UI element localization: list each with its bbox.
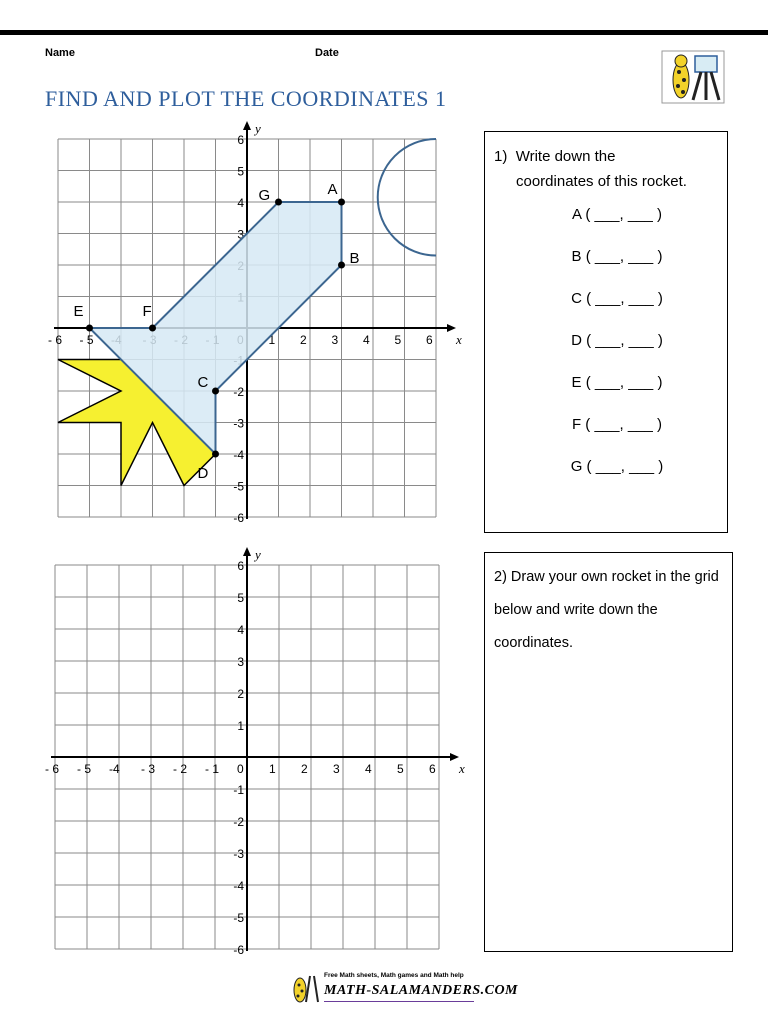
- y-tick-label: 5: [237, 591, 244, 605]
- question-2-prompt: 2) Draw your own rocket in the grid below and write down the coordinates.: [494, 569, 719, 651]
- point-b: [338, 262, 345, 269]
- y-tick-label: 3: [237, 655, 244, 669]
- y-tick-label: 1: [237, 719, 244, 733]
- question-1-prompt: [494, 144, 719, 194]
- x-axis-arrow: [447, 324, 456, 332]
- x-axis-label: x: [459, 761, 465, 776]
- question-2-box: [484, 552, 733, 952]
- x-tick-label: 5: [394, 333, 402, 347]
- answer-line: A ( ___, ___ ): [571, 206, 663, 223]
- y-axis-arrow: [243, 547, 251, 556]
- y-tick-label: 6: [237, 133, 244, 147]
- name-label: Name: [45, 47, 75, 59]
- x-tick-label: 2: [301, 762, 308, 776]
- y-tick-label: -1: [233, 783, 244, 797]
- y-tick-label: -2: [233, 385, 244, 399]
- y-tick-label: -3: [233, 847, 244, 861]
- x-tick-label: 0: [237, 762, 244, 776]
- y-tick-label: -4: [233, 448, 244, 462]
- answer-line: D ( ___, ___ ): [571, 332, 663, 349]
- x-tick-label: 4: [363, 333, 370, 347]
- point-label-d: D: [197, 465, 209, 482]
- point-label-a: A: [327, 181, 338, 198]
- y-tick-label: -6: [233, 943, 244, 957]
- question-1-line2: coordinates of this rocket.: [516, 173, 687, 190]
- point-label-f: F: [142, 303, 152, 320]
- moon-shape: [378, 139, 436, 256]
- x-tick-label: - 3: [141, 762, 156, 776]
- grid-2: [45, 547, 465, 957]
- x-tick-label: - 5: [77, 762, 92, 776]
- question-1-line1: Write down the: [515, 148, 616, 165]
- x-tick-label: 2: [300, 333, 307, 347]
- x-tick-label: - 2: [173, 762, 188, 776]
- point-g: [275, 199, 282, 206]
- x-tick-label: - 1: [205, 762, 220, 776]
- x-tick-label: 3: [333, 762, 340, 776]
- answer-line: E ( ___, ___ ): [571, 374, 663, 391]
- y-tick-label: -5: [233, 911, 244, 925]
- x-tick-label: 6: [426, 333, 433, 347]
- y-tick-label: -6: [233, 511, 244, 525]
- y-tick-label: 3: [237, 227, 244, 242]
- y-tick-label: -2: [233, 815, 244, 829]
- footer-tagline: Free Math sheets, Math games and Math help: [324, 972, 464, 979]
- x-tick-label: 3: [331, 333, 339, 347]
- y-axis-label: y: [255, 121, 261, 136]
- x-tick-label: - 6: [45, 762, 60, 776]
- question-1-number: 1): [494, 148, 508, 165]
- x-tick-label: 4: [365, 762, 372, 776]
- point-label-e: E: [73, 303, 84, 320]
- y-tick-label: -3: [233, 416, 244, 431]
- point-d: [212, 451, 219, 458]
- page-title: FIND AND PLOT THE COORDINATES 1: [45, 86, 447, 111]
- point-label-b: B: [349, 250, 360, 267]
- x-tick-label: 6: [429, 762, 436, 776]
- answer-line: F ( ___, ___ ): [571, 416, 663, 433]
- point-label-g: G: [258, 187, 271, 204]
- y-tick-label: -5: [233, 479, 244, 494]
- y-axis-arrow: [243, 121, 251, 130]
- x-tick-label: - 5: [79, 333, 94, 347]
- footer-brand: [288, 970, 518, 1006]
- grid-1: [48, 121, 462, 525]
- point-f: [149, 325, 156, 332]
- y-axis-label: y: [255, 547, 261, 562]
- x-tick-label: - 6: [48, 333, 63, 347]
- x-axis-label: x: [456, 332, 462, 347]
- x-tick-label: 1: [269, 762, 276, 776]
- point-a: [338, 199, 345, 206]
- salamander-footer-icon: [288, 970, 320, 1004]
- question-1-box: [484, 131, 728, 533]
- point-label-c: C: [197, 374, 209, 391]
- answer-line: C ( ___, ___ ): [571, 290, 663, 307]
- y-tick-label: 4: [237, 623, 244, 637]
- y-tick-label: 5: [237, 164, 244, 179]
- x-axis-arrow: [450, 753, 459, 761]
- point-e: [86, 325, 93, 332]
- y-tick-label: 4: [237, 196, 244, 210]
- y-tick-label: -4: [233, 879, 244, 893]
- y-tick-label: 6: [237, 559, 244, 573]
- answer-line: B ( ___, ___ ): [571, 248, 663, 265]
- x-tick-label: 1: [268, 333, 276, 347]
- footer-underline: [324, 1001, 474, 1002]
- answer-line: G ( ___, ___ ): [570, 458, 664, 475]
- x-tick-label: -4: [109, 762, 120, 776]
- date-label: Date: [315, 47, 339, 59]
- x-tick-label: 5: [397, 762, 404, 776]
- y-tick-label: 2: [237, 687, 244, 701]
- point-c: [212, 388, 219, 395]
- footer-brand-name: MATH-SALAMANDERS.COM: [324, 983, 518, 998]
